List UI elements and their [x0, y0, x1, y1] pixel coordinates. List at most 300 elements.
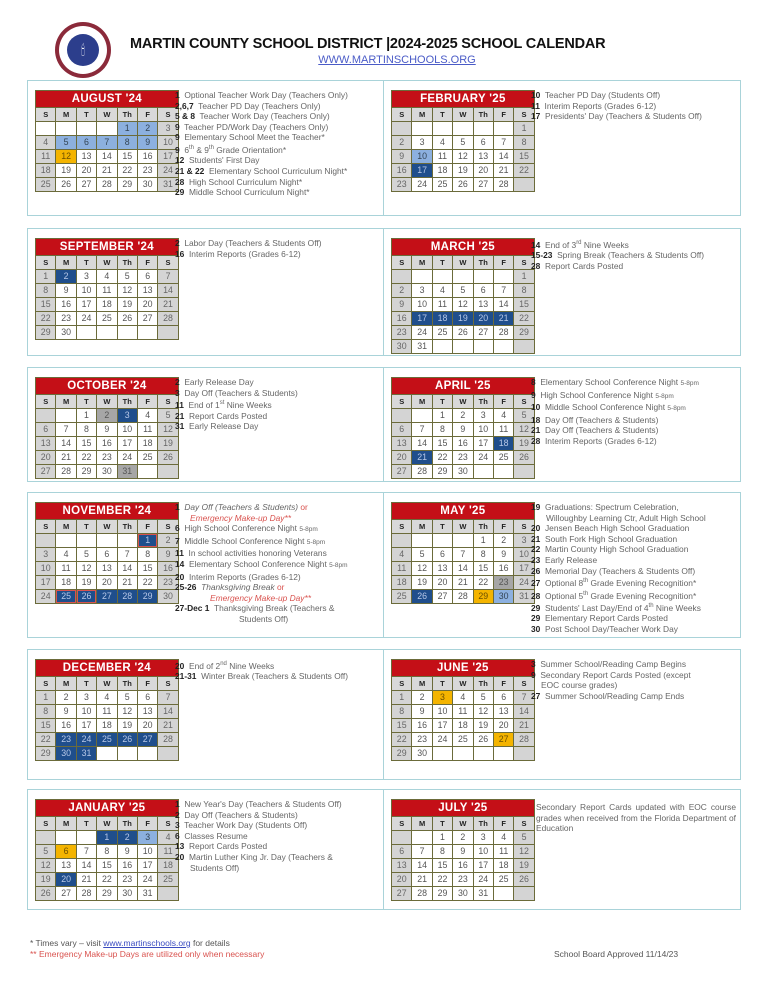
day-cell: 13 — [56, 859, 75, 872]
day-cell: 19 — [36, 873, 55, 886]
day-cell: 28 — [118, 590, 137, 603]
calendar-row — [27, 228, 741, 356]
day-cell: 6 — [77, 136, 96, 149]
event-item: 11 In school activities honoring Veterans — [175, 548, 327, 559]
event-item: 28 Optional 5th Grade Evening Recognition* — [531, 590, 697, 601]
day-cell: 27 — [138, 312, 157, 325]
weekday-header: S — [392, 395, 411, 408]
footer-website-link[interactable]: www.martinschools.org — [103, 938, 191, 948]
day-cell — [494, 747, 513, 760]
day-cell: 10 — [474, 423, 493, 436]
event-item: Students Off) — [239, 613, 289, 624]
event-item: Emergency Make-up Day** — [190, 512, 292, 523]
day-cell: 10 — [514, 548, 533, 561]
day-cell: 26 — [453, 326, 472, 339]
day-cell: 6 — [392, 423, 411, 436]
day-cell: 11 — [36, 150, 55, 163]
event-item: 23 Early Release — [531, 554, 598, 565]
emergency-note: ** Emergency Make-up Days are utilized only when necessary — [30, 949, 265, 959]
day-cell: 14 — [494, 150, 513, 163]
day-cell — [433, 534, 452, 547]
event-item: 20 End of 2nd Nine Weeks — [175, 660, 275, 671]
day-cell: 24 — [433, 733, 452, 746]
month-panel-aug24 — [28, 81, 384, 215]
day-cell: 22 — [514, 164, 533, 177]
day-cell: 26 — [158, 451, 177, 464]
day-cell: 29 — [77, 465, 96, 478]
day-cell: 14 — [412, 437, 431, 450]
event-item: 14 Elementary School Conference Night 5-8pm — [175, 558, 348, 569]
day-cell: 31 — [514, 590, 533, 603]
day-cell: 29 — [392, 747, 411, 760]
day-cell — [514, 887, 533, 900]
day-cell: 30 — [453, 465, 472, 478]
day-cell: 28 — [494, 178, 513, 191]
day-cell: 12 — [36, 859, 55, 872]
day-cell: 25 — [453, 733, 472, 746]
day-cell: 29 — [514, 326, 533, 339]
day-cell: 30 — [494, 590, 513, 603]
weekday-header: W — [453, 108, 472, 121]
day-cell: 12 — [118, 284, 137, 297]
day-cell: 11 — [453, 705, 472, 718]
day-cell — [36, 409, 55, 422]
day-cell: 17 — [118, 437, 137, 450]
event-item: 9 High School Conference Night 5-8pm — [531, 389, 674, 400]
month-title: JUNE '25 — [392, 660, 534, 676]
weekday-header: S — [392, 108, 411, 121]
day-cell: 12 — [158, 423, 177, 436]
weekday-header: S — [158, 677, 177, 690]
day-cell: 24 — [474, 451, 493, 464]
month-panel-jun25 — [384, 650, 740, 779]
month-calendar — [391, 659, 535, 761]
calendar-row — [27, 492, 741, 638]
day-cell: 14 — [412, 859, 431, 872]
day-cell: 28 — [77, 887, 96, 900]
weekday-header: F — [494, 817, 513, 830]
event-item: 10 Middle School Conference Night 5-8pm — [531, 402, 686, 413]
event-item: 6 Classes Resume — [175, 830, 248, 841]
month-panel-may25 — [384, 493, 740, 637]
calendar-row — [27, 80, 741, 216]
weekday-header: Th — [474, 520, 493, 533]
day-cell: 30 — [118, 887, 137, 900]
day-cell: 17 — [77, 719, 96, 732]
month-title: NOVEMBER '24 — [36, 503, 178, 519]
day-cell — [56, 409, 75, 422]
day-cell: 7 — [494, 284, 513, 297]
event-item: 27 Optional 8th Grade Evening Recognition* — [531, 577, 697, 588]
day-cell: 25 — [433, 326, 452, 339]
day-cell: 8 — [97, 845, 116, 858]
day-cell: 15 — [36, 298, 55, 311]
weekday-header: T — [433, 395, 452, 408]
day-cell: 15 — [514, 298, 533, 311]
calendar-row — [27, 649, 741, 780]
day-cell: 4 — [56, 548, 75, 561]
day-cell: 23 — [392, 326, 411, 339]
event-item: 14 End of 3rd Nine Weeks — [531, 239, 629, 250]
day-cell: 20 — [56, 873, 75, 886]
day-cell: 10 — [118, 423, 137, 436]
day-cell: 27 — [494, 733, 513, 746]
event-item: 9 Teacher PD/Work Day (Teachers Only) — [175, 121, 329, 132]
day-cell: 2 — [412, 691, 431, 704]
day-cell: 6 — [36, 423, 55, 436]
weekday-header: F — [494, 108, 513, 121]
day-cell: 25 — [138, 451, 157, 464]
day-cell: 3 — [412, 136, 431, 149]
event-item: 2 Labor Day (Teachers & Students Off) — [175, 238, 322, 248]
day-cell: 27 — [138, 733, 157, 746]
day-cell: 9 — [392, 298, 411, 311]
day-cell: 25 — [97, 733, 116, 746]
month-calendar — [391, 502, 535, 604]
day-cell: 9 — [118, 845, 137, 858]
day-cell: 11 — [56, 562, 75, 575]
day-cell: 6 — [474, 136, 493, 149]
event-item: 28 High School Curriculum Night* — [175, 176, 303, 187]
day-cell: 7 — [514, 691, 533, 704]
day-cell: 3 — [77, 691, 96, 704]
event-list — [531, 659, 736, 701]
day-cell — [118, 326, 137, 339]
day-cell: 17 — [474, 859, 493, 872]
day-cell: 26 — [514, 451, 533, 464]
day-cell: 7 — [158, 691, 177, 704]
event-item: 9 Elementary School Meet the Teacher* — [175, 132, 325, 143]
day-cell: 14 — [158, 284, 177, 297]
day-cell — [77, 122, 96, 135]
event-item: 21 South Fork High School Graduation — [531, 533, 678, 544]
event-item: Willoughby Learning Ctr, Adult High School — [546, 512, 706, 523]
event-item: 8 Elementary School Conference Night 5-8pm — [531, 377, 699, 387]
day-cell: 27 — [56, 887, 75, 900]
day-cell: 25 — [158, 873, 177, 886]
day-cell: 14 — [494, 298, 513, 311]
day-cell: 6 — [494, 691, 513, 704]
day-cell: 16 — [392, 312, 411, 325]
event-item: 3 Day Off (Teachers & Students) — [175, 387, 298, 398]
event-item: 26 Memorial Day (Teachers & Students Off) — [531, 565, 696, 576]
weekday-header: T — [77, 395, 96, 408]
day-cell: 9 — [138, 136, 157, 149]
weekday-header: M — [412, 817, 431, 830]
day-cell: 15 — [433, 859, 452, 872]
day-cell: 26 — [118, 733, 137, 746]
day-cell: 29 — [474, 590, 493, 603]
weekday-header: M — [56, 108, 75, 121]
day-cell: 17 — [433, 719, 452, 732]
day-cell: 2 — [453, 831, 472, 844]
weekday-header: F — [138, 520, 157, 533]
day-cell: 15 — [138, 562, 157, 575]
day-cell: 21 — [412, 451, 431, 464]
weekday-header: S — [158, 395, 177, 408]
day-cell — [514, 340, 533, 353]
day-cell — [36, 122, 55, 135]
day-cell: 1 — [514, 270, 533, 283]
day-cell: 24 — [514, 576, 533, 589]
day-cell: 21 — [77, 873, 96, 886]
event-item: 15-23 Spring Break (Teachers & Students Off) — [531, 250, 705, 261]
day-cell: 31 — [158, 178, 177, 191]
day-cell: 2 — [453, 409, 472, 422]
day-cell: 7 — [412, 423, 431, 436]
day-cell: 30 — [392, 340, 411, 353]
day-cell: 29 — [433, 887, 452, 900]
day-cell: 20 — [494, 719, 513, 732]
day-cell: 6 — [56, 845, 75, 858]
weekday-header: T — [433, 108, 452, 121]
event-item: 9 Secondary Report Cards Posted (except — [531, 669, 691, 680]
day-cell: 26 — [474, 733, 493, 746]
weekday-header: T — [77, 108, 96, 121]
day-cell: 12 — [56, 150, 75, 163]
day-cell: 14 — [514, 705, 533, 718]
event-item: 27-Dec 1 Thanksgiving Break (Teachers & — [175, 603, 335, 614]
footnotes — [30, 938, 264, 960]
day-cell: 18 — [56, 576, 75, 589]
day-cell — [138, 465, 157, 478]
day-cell: 23 — [97, 451, 116, 464]
weekday-header: M — [412, 108, 431, 121]
day-cell: 9 — [56, 284, 75, 297]
weekday-header: T — [433, 677, 452, 690]
calendar-row — [27, 789, 741, 910]
weekday-header: F — [138, 256, 157, 269]
month-panel-sep24 — [28, 229, 384, 355]
day-cell: 20 — [392, 873, 411, 886]
day-cell: 18 — [97, 298, 116, 311]
event-item: 27 Summer School/Reading Camp Ends — [531, 690, 685, 701]
day-cell — [97, 534, 116, 547]
day-cell — [97, 122, 116, 135]
day-cell: 18 — [433, 164, 452, 177]
month-calendar — [35, 502, 179, 604]
day-cell — [453, 122, 472, 135]
day-cell — [474, 122, 493, 135]
day-cell: 24 — [77, 733, 96, 746]
day-cell: 6 — [474, 284, 493, 297]
weekday-header: W — [97, 817, 116, 830]
day-cell: 14 — [158, 705, 177, 718]
day-cell: 31 — [77, 747, 96, 760]
event-item: 22 Martin County High School Graduation — [531, 544, 689, 555]
month-title: SEPTEMBER '24 — [36, 239, 178, 255]
day-cell: 12 — [453, 298, 472, 311]
day-cell: 8 — [514, 136, 533, 149]
weekday-header: S — [514, 817, 533, 830]
event-item: 18 Day Off (Teachers & Students) — [531, 414, 659, 425]
day-cell: 22 — [474, 576, 493, 589]
month-panel-jul25 — [384, 790, 740, 909]
event-item: 20 Martin Luther King Jr. Day (Teachers & — [175, 851, 333, 862]
day-cell: 30 — [412, 747, 431, 760]
day-cell: 12 — [514, 845, 533, 858]
weekday-header: M — [412, 256, 431, 269]
day-cell: 22 — [97, 873, 116, 886]
day-cell: 23 — [392, 178, 411, 191]
weekday-header: T — [77, 817, 96, 830]
day-cell: 14 — [56, 437, 75, 450]
day-cell — [514, 747, 533, 760]
day-cell: 29 — [433, 465, 452, 478]
day-cell: 1 — [97, 831, 116, 844]
day-cell: 6 — [392, 845, 411, 858]
day-cell: 18 — [158, 859, 177, 872]
day-cell — [158, 747, 177, 760]
event-list — [531, 90, 736, 122]
day-cell: 25 — [36, 178, 55, 191]
weekday-header: M — [56, 256, 75, 269]
day-cell: 18 — [392, 576, 411, 589]
weekday-header: W — [453, 817, 472, 830]
website-link[interactable]: WWW.MARTINSCHOOLS.ORG — [318, 54, 476, 66]
day-cell: 1 — [77, 409, 96, 422]
day-cell: 24 — [474, 873, 493, 886]
day-cell: 11 — [158, 845, 177, 858]
day-cell: 28 — [56, 465, 75, 478]
day-cell: 27 — [474, 178, 493, 191]
day-cell: 24 — [77, 312, 96, 325]
day-cell: 10 — [36, 562, 55, 575]
day-cell: 8 — [138, 548, 157, 561]
event-item: 31 Early Release Day — [175, 421, 259, 432]
day-cell: 19 — [474, 719, 493, 732]
weekday-header: W — [453, 677, 472, 690]
day-cell: 26 — [36, 887, 55, 900]
day-cell: 13 — [474, 150, 493, 163]
month-title: JULY '25 — [392, 800, 534, 816]
day-cell: 15 — [474, 562, 493, 575]
event-item: 25-26 Thanksgiving Break or — [175, 582, 285, 593]
day-cell: 6 — [138, 691, 157, 704]
page-header — [0, 0, 768, 78]
day-cell: 22 — [433, 873, 452, 886]
day-cell: 11 — [433, 298, 452, 311]
event-item: 11 Interim Reports (Grades 6-12) — [531, 100, 657, 111]
day-cell: 25 — [56, 590, 75, 603]
day-cell — [494, 340, 513, 353]
day-cell: 30 — [97, 465, 116, 478]
day-cell: 16 — [392, 164, 411, 177]
event-item: 6 High School Conference Night 5-8pm — [175, 523, 318, 534]
event-item: 21 & 22 Elementary School Curriculum Night* — [175, 165, 348, 176]
day-cell: 19 — [514, 859, 533, 872]
day-cell: 16 — [453, 437, 472, 450]
day-cell — [514, 465, 533, 478]
day-cell: 16 — [97, 437, 116, 450]
event-list — [531, 502, 736, 635]
day-cell: 18 — [453, 719, 472, 732]
weekday-header: Th — [118, 677, 137, 690]
month-title: APRIL '25 — [392, 378, 534, 394]
weekday-header: Th — [474, 817, 493, 830]
day-cell: 13 — [138, 284, 157, 297]
day-cell: 10 — [77, 705, 96, 718]
day-cell: 20 — [392, 451, 411, 464]
day-cell: 28 — [494, 326, 513, 339]
day-cell: 24 — [138, 873, 157, 886]
day-cell: 19 — [118, 719, 137, 732]
day-cell: 11 — [138, 423, 157, 436]
event-item: 20 Jensen Beach High School Graduation — [531, 523, 690, 534]
event-item: 17 Presidents' Day (Teachers & Students Off) — [531, 111, 702, 122]
weekday-header: W — [97, 677, 116, 690]
day-cell: 3 — [474, 409, 493, 422]
day-cell — [433, 340, 452, 353]
day-cell: 2 — [494, 534, 513, 547]
day-cell: 28 — [412, 887, 431, 900]
event-item: 10 Teacher PD Day (Students Off) — [531, 90, 661, 100]
day-cell: 4 — [494, 831, 513, 844]
weekday-header: Th — [118, 108, 137, 121]
event-item: 5 & 8 Teacher Work Day (Teachers Only) — [175, 111, 330, 122]
weekday-header: F — [494, 395, 513, 408]
day-cell: 15 — [514, 150, 533, 163]
day-cell — [392, 409, 411, 422]
day-cell: 20 — [474, 312, 493, 325]
day-cell: 17 — [158, 150, 177, 163]
day-cell: 27 — [474, 326, 493, 339]
day-cell: 16 — [56, 719, 75, 732]
day-cell: 30 — [138, 178, 157, 191]
weekday-header: W — [453, 256, 472, 269]
event-item: 9 6th & 9th Grade Orientation* — [175, 144, 287, 155]
month-calendar — [391, 90, 535, 192]
day-cell — [494, 465, 513, 478]
day-cell: 19 — [412, 576, 431, 589]
day-cell: 4 — [392, 548, 411, 561]
day-cell — [412, 270, 431, 283]
day-cell: 6 — [138, 270, 157, 283]
weekday-header: S — [514, 256, 533, 269]
day-cell: 9 — [158, 548, 177, 561]
day-cell: 24 — [158, 164, 177, 177]
event-list — [175, 238, 379, 259]
day-cell: 8 — [77, 423, 96, 436]
day-cell: 30 — [56, 747, 75, 760]
day-cell — [412, 409, 431, 422]
day-cell: 26 — [514, 873, 533, 886]
day-cell: 26 — [56, 178, 75, 191]
weekday-header: S — [36, 677, 55, 690]
weekday-header: Th — [474, 256, 493, 269]
day-cell — [36, 831, 55, 844]
day-cell: 2 — [118, 831, 137, 844]
day-cell: 20 — [474, 164, 493, 177]
month-title: AUGUST '24 — [36, 91, 178, 107]
event-item: 29 Students' Last Day/End of 4th Nine Weeks — [531, 602, 701, 613]
day-cell: 29 — [97, 887, 116, 900]
day-cell — [474, 747, 493, 760]
day-cell: 5 — [118, 270, 137, 283]
day-cell: 3 — [412, 284, 431, 297]
day-cell: 14 — [77, 859, 96, 872]
weekday-header: T — [433, 256, 452, 269]
day-cell: 15 — [433, 437, 452, 450]
day-cell: 20 — [97, 576, 116, 589]
weekday-header: M — [412, 677, 431, 690]
day-cell: 23 — [453, 451, 472, 464]
times-note: * Times vary – visit www.martinschools.org for details — [30, 938, 230, 948]
day-cell: 6 — [97, 548, 116, 561]
day-cell: 23 — [118, 873, 137, 886]
weekday-header: W — [97, 520, 116, 533]
day-cell: 13 — [36, 437, 55, 450]
